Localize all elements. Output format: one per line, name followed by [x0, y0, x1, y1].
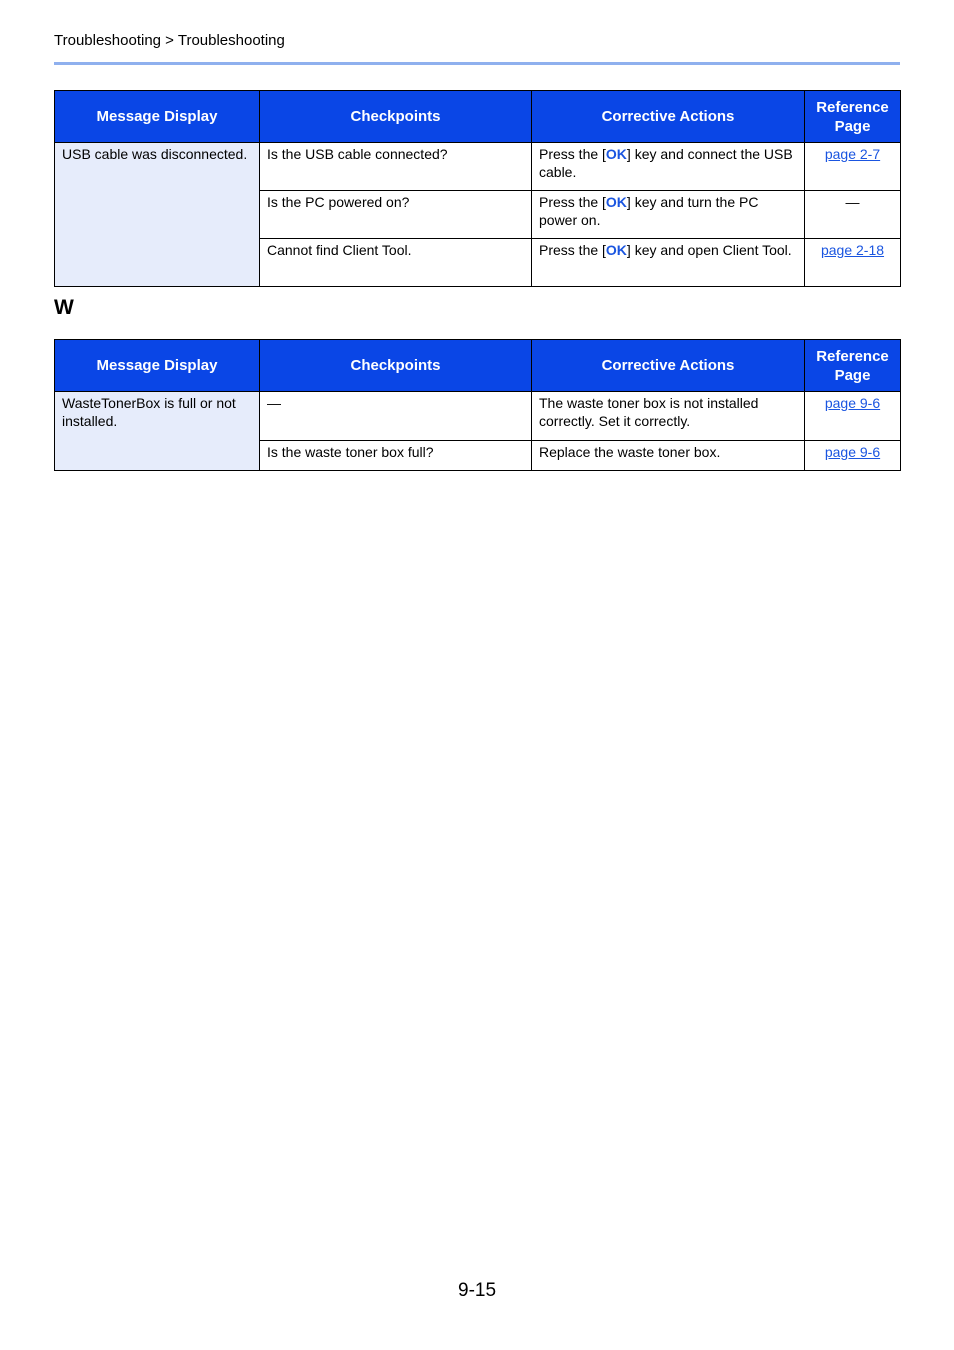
ok-key-label: OK [605, 242, 627, 258]
column-header-message: Message Display [55, 91, 260, 143]
column-header-reference: Reference Page [805, 340, 901, 392]
checkpoint-cell: Cannot find Client Tool. [260, 239, 532, 287]
action-text: ] key and turn the PC power on. [539, 194, 759, 228]
checkpoint-cell: Is the USB cable connected? [260, 143, 532, 191]
checkpoint-cell: — [260, 392, 532, 441]
checkpoint-cell: Is the PC powered on? [260, 191, 532, 239]
reference-link[interactable]: page 9-6 [824, 395, 881, 411]
reference-cell [805, 239, 901, 287]
corrective-action-cell [532, 239, 805, 287]
section-heading: W [54, 296, 74, 319]
action-text: Press the [ [539, 242, 606, 258]
table-header-row [55, 91, 901, 143]
column-header-actions: Corrective Actions [532, 91, 805, 143]
reference-link[interactable]: page 9-6 [824, 444, 881, 460]
reference-link[interactable]: page 2-7 [824, 146, 881, 162]
column-header-checkpoints: Checkpoints [260, 91, 532, 143]
column-header-actions: Corrective Actions [532, 340, 805, 392]
action-text: Press the [ [539, 146, 606, 162]
action-text: ] key and connect the USB cable. [539, 146, 793, 180]
reference-cell [805, 392, 901, 441]
corrective-action-cell: Replace the waste toner box. [532, 441, 805, 471]
ok-key-label: OK [605, 194, 627, 210]
corrective-action-cell [532, 191, 805, 239]
column-header-reference: Reference Page [805, 91, 901, 143]
page-number: 9-15 [458, 1280, 497, 1301]
table-row [55, 392, 901, 441]
table-header-row [55, 340, 901, 392]
header-rule [54, 62, 900, 65]
action-text: Press the [ [539, 194, 606, 210]
message-display-cell: USB cable was disconnected. [55, 143, 260, 287]
corrective-action-cell: The waste toner box is not installed correctly. Set it correctly. [532, 392, 805, 441]
column-header-message: Message Display [55, 340, 260, 392]
table-row [55, 143, 901, 191]
reference-cell [805, 441, 901, 471]
corrective-action-cell [532, 143, 805, 191]
reference-cell [805, 143, 901, 191]
reference-cell: — [805, 191, 901, 239]
checkpoint-cell: Is the waste toner box full? [260, 441, 532, 471]
usb-troubleshooting-table [54, 90, 901, 287]
ok-key-label: OK [605, 146, 627, 162]
waste-toner-troubleshooting-table [54, 339, 901, 471]
breadcrumb: Troubleshooting > Troubleshooting [54, 32, 285, 49]
column-header-checkpoints: Checkpoints [260, 340, 532, 392]
reference-link[interactable]: page 2-18 [820, 242, 885, 258]
action-text: ] key and open Client Tool. [626, 242, 792, 258]
message-display-cell: WasteTonerBox is full or not installed. [55, 392, 260, 471]
